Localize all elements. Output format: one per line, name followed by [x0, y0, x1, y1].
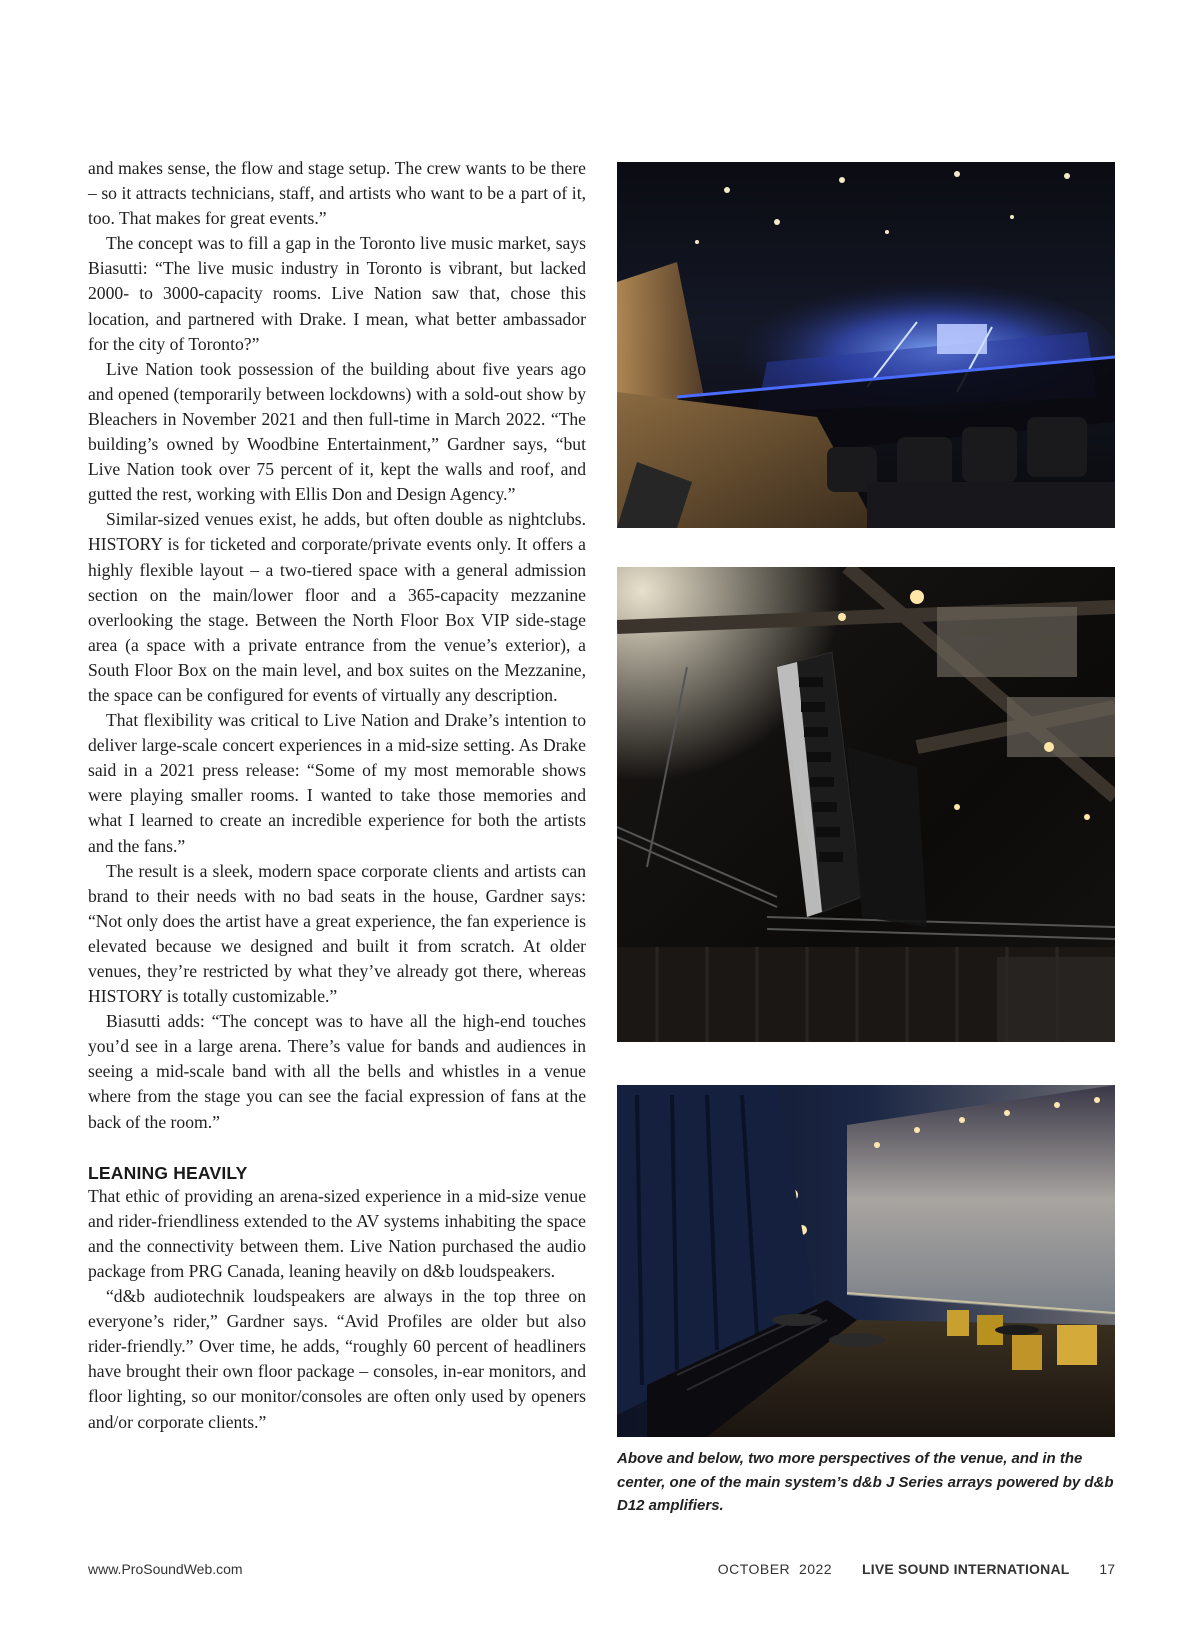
venue-mezzanine-photo [617, 162, 1115, 528]
article-paragraph: That ethic of providing an arena-sized experience in a mid-size venue and rider-friendliness extended to the AV systems inhabiting the space and the connectivity between them. Live Nation purchased the audio package from PRG Canada, leaning heavily on d&b loudspeakers. [88, 1185, 586, 1281]
issue-date: OCTOBER 2022 [717, 1561, 833, 1577]
article-paragraph: and makes sense, the flow and stage setup. The crew wants to be there – so it attracts technicians, staff, and artists who want to be a part of it, too. That makes for great events.” [88, 158, 586, 229]
article-paragraph: Biasutti adds: “The concept was to have all the high-end touches you’d see in a large arena. There’s value for bands and audiences in seeing a mid-scale band with all the bells and whistles in a venue where from the stage you can see the facial expression of fans at the back of the room.” [88, 1011, 586, 1132]
footer-right [718, 1561, 1115, 1577]
footer-website-link[interactable]: www.ProSoundWeb.com [88, 1561, 243, 1577]
article-paragraph: Live Nation took possession of the building about five years ago and opened (temporarily between lockdowns) with a sold-out show by Bleachers in November 2021 and then full-time in March 2022. “The building’s owned by Woodbine Entertainment,” Gardner says, “but Live Nation took over 75 percent of it, kept the walls and roof, and gutted the rest, working with Ellis Don and Design Agency.” [88, 358, 586, 505]
lounge-booth-photo [617, 1085, 1115, 1437]
page-footer [88, 1561, 1115, 1583]
line-array-photo [617, 567, 1115, 1042]
article-paragraph: That flexibility was critical to Live Nation and Drake’s intention to deliver large-scale concert experiences in a mid-size setting. As Drake said in a 2021 press release: “Some of my most memorable shows were playing smaller rooms. I wanted to take those memories and what I learned to create an incredible experience for both the artists and the fans.” [88, 710, 586, 856]
article-paragraph: Similar-sized venues exist, he adds, but often double as nightclubs. HISTORY is for ticketed and corporate/private events only. It offers a highly flexible layout – a two-tiered space with a general admission section on the main/lower floor and a 365-capacity mezzanine overlooking the stage. Between the North Floor Box VIP side-stage area (a space with a private entrance from the venue’s exterior), a South Floor Box on the main level, and box suites on the Mezzanine, the space can be configured for events of virtually any description. [88, 509, 586, 705]
photo-caption: Above and below, two more perspectives of the venue, and in the center, one of the main system’s d&b J Series arrays powered by d&b D12 amplifiers. [617, 1450, 1114, 1514]
magazine-title: LIVE SOUND INTERNATIONAL [861, 1561, 1070, 1577]
article-paragraph: The concept was to fill a gap in the Toronto live music market, says Biasutti: “The live music industry in Toronto is vibrant, but lacked 2000- to 3000-capacity rooms. Live Nation saw that, chose this location, and partnered with Drake. I mean, what better ambassador for the city of Toronto?” [88, 233, 586, 354]
section-subhead: LEANING HEAVILY [88, 1162, 248, 1183]
article-paragraph: The result is a sleek, modern space corporate clients and artists can brand to their needs with no bad seats in the house, Gardner says: “Not only does the artist have a great experience, the fan experience is elevated because we designed and built it from scratch. At older venues, they’re restricted by what they’ve already got there, whereas HISTORY is totally customizable.” [88, 860, 586, 1007]
article-body [88, 156, 586, 1435]
page-number: 17 [1099, 1561, 1115, 1577]
article-paragraph: “d&b audiotechnik loudspeakers are always in the top three on everyone’s rider,” Gardner says. “Avid Profiles are older but also rider-friendly.” Over time, he adds, “roughly 60 percent of headliners have brought their own floor package – consoles, in-ear monitors, and floor lighting, so our monitor/consoles are often only used by openers and/or corporate clients.” [88, 1286, 586, 1432]
